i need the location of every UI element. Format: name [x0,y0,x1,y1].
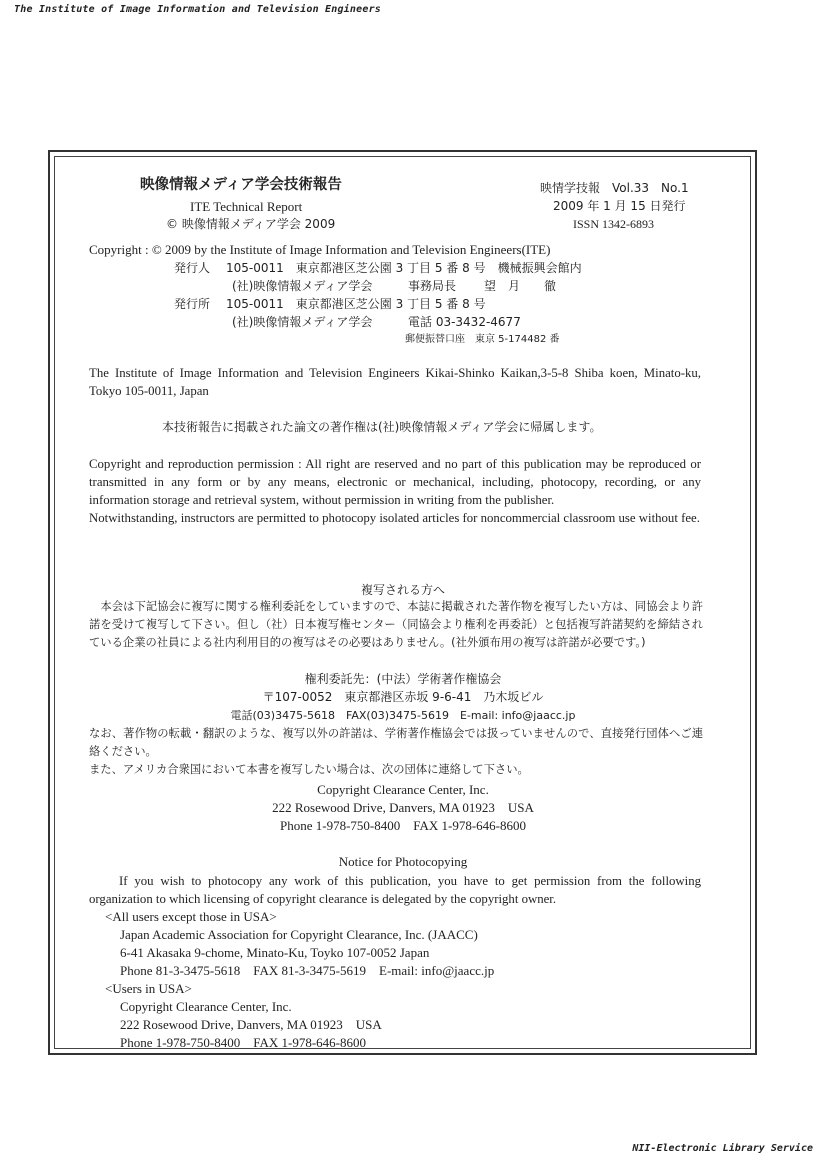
copyright-line: Copyright : © 2009 by the Institute of Image Information and Television Engineers(ITE) [89,242,551,257]
issuer-name: 望 月 徹 [484,279,557,293]
page-footer: NII-Electronic Library Service [632,1143,813,1154]
office-address: 105-0011 東京都港区芝公園 3 丁目 5 番 8 号 [226,297,486,311]
jp-copy-heading: 複写される方へ [360,583,445,597]
institute-address: The Institute of Image Information and Television Engineers Kikai-Shinko Kaikan,3-5-8 Shiba koen, Minato-ku, Tokyo 105-0011, Japan [89,366,701,398]
issue-date: 2009 年 1 月 15 日発行 [553,199,686,213]
reproduction-permission: Copyright and reproduction permission : All right are reserved and no part of this publication may be reproduced or transmitted in any form or by any means, electronic or mechanical, including, photocopy, recording, or any information storage and retrieval system, without permission in writing from the publisher. [89,457,701,507]
copyright-jp: © 映像情報メディア学会 2009 [166,217,336,231]
issuer-org: (社)映像情報メディア学会 [232,279,373,293]
copyright-notice-jp: 本技術報告に掲載された論文の著作権は(社)映像情報メディア学会に帰属します。 [162,420,602,434]
jp-copy-agency-address: 〒107-0052 東京都港区赤坂 9-6-41 乃木坂ビル [262,690,544,704]
journal-title-jp: 映像情報メディア学会技術報告 [140,177,342,193]
jp-copy-agency: 権利委託先：(中法）学術著作権協会 [304,672,502,686]
jp-ccc-phone: Phone 1-978-750-8400 FAX 1-978-646-8600 [279,818,527,833]
jp-copy-body: 本会は下記協会に複写に関する権利委託をしていますので、本誌に掲載された著作物を複写したい方は、同協会より許諾を受けて複写して下さい。但し（社）日本複写権センター（同協会より権利を再委託）と包括複写許諾契約を締結されている企業の社員による社内利用目的の複写はその必要はありません。(社外頒布用の複写は許諾が必要です。) [89,600,703,650]
jp-copy-agency-contact: 電話(03)3475-5618 FAX(03)3475-5619 E-mail: info@jaacc.jp [230,709,576,722]
ccc-name: Copyright Clearance Center, Inc. [120,999,292,1014]
photocopy-intro: If you wish to photocopy any work of this publication, you have to get permission from the following organization to which licensing of copyright clearance is delegated by the copyright owner. [89,874,701,906]
issuer-label: 発行人 [174,261,211,275]
reproduction-notice [89,455,701,527]
jaacc-name: Japan Academic Association for Copyright Clearance, Inc. (JAACC) [120,927,478,942]
issuer-address: 105-0011 東京都港区芝公園 3 丁目 5 番 8 号 機械振興会館内 [226,261,582,275]
issn: ISSN 1342-6893 [573,217,655,231]
office-org: (社)映像情報メディア学会 [232,315,373,329]
non-usa-label: <All users except those in USA> [105,909,277,924]
jp-ccc-name: Copyright Clearance Center, Inc. [317,782,489,797]
photocopy-heading: Notice for Photocopying [338,854,468,869]
journal-title-en: ITE Technical Report [190,199,303,214]
page-header: The Institute of Image Information and Television Engineers [14,4,382,15]
usa-label: <Users in USA> [105,981,192,996]
reproduction-notwithstanding: Notwithstanding, instructors are permitted to photocopy isolated articles for noncommercial classroom use without fee. [89,511,700,525]
office-tel: 電話 03-3432-4677 [408,315,521,329]
ccc-phone: Phone 1-978-750-8400 FAX 1-978-646-8600 [120,1035,367,1050]
jp-copy-other-permissions: なお、著作物の転載・翻訳のような、複写以外の許諾は、学術著作権協会では扱っていませんので、直接発行団体へご連絡ください。 [89,727,703,759]
postal-transfer: 郵便振替口座 東京 5-174482 番 [405,334,560,345]
volume-label: 映情学技報 Vol.33 No.1 [540,181,689,195]
jaacc-contact: Phone 81-3-3475-5618 FAX 81-3-3475-5619 E-mail: info@jaacc.jp [120,963,495,978]
issuer-role: 事務局長 [408,279,457,293]
jp-ccc-address: 222 Rosewood Drive, Danvers, MA 01923 USA [272,800,534,815]
office-label: 発行所 [174,297,211,311]
jp-copy-usa-note: また、アメリカ合衆国において本書を複写したい場合は、次の団体に連絡して下さい。 [89,763,529,776]
jaacc-address: 6-41 Akasaka 9-chome, Minato-Ku, Toyko 107-0052 Japan [120,945,430,960]
ccc-address: 222 Rosewood Drive, Danvers, MA 01923 USA [120,1017,382,1032]
